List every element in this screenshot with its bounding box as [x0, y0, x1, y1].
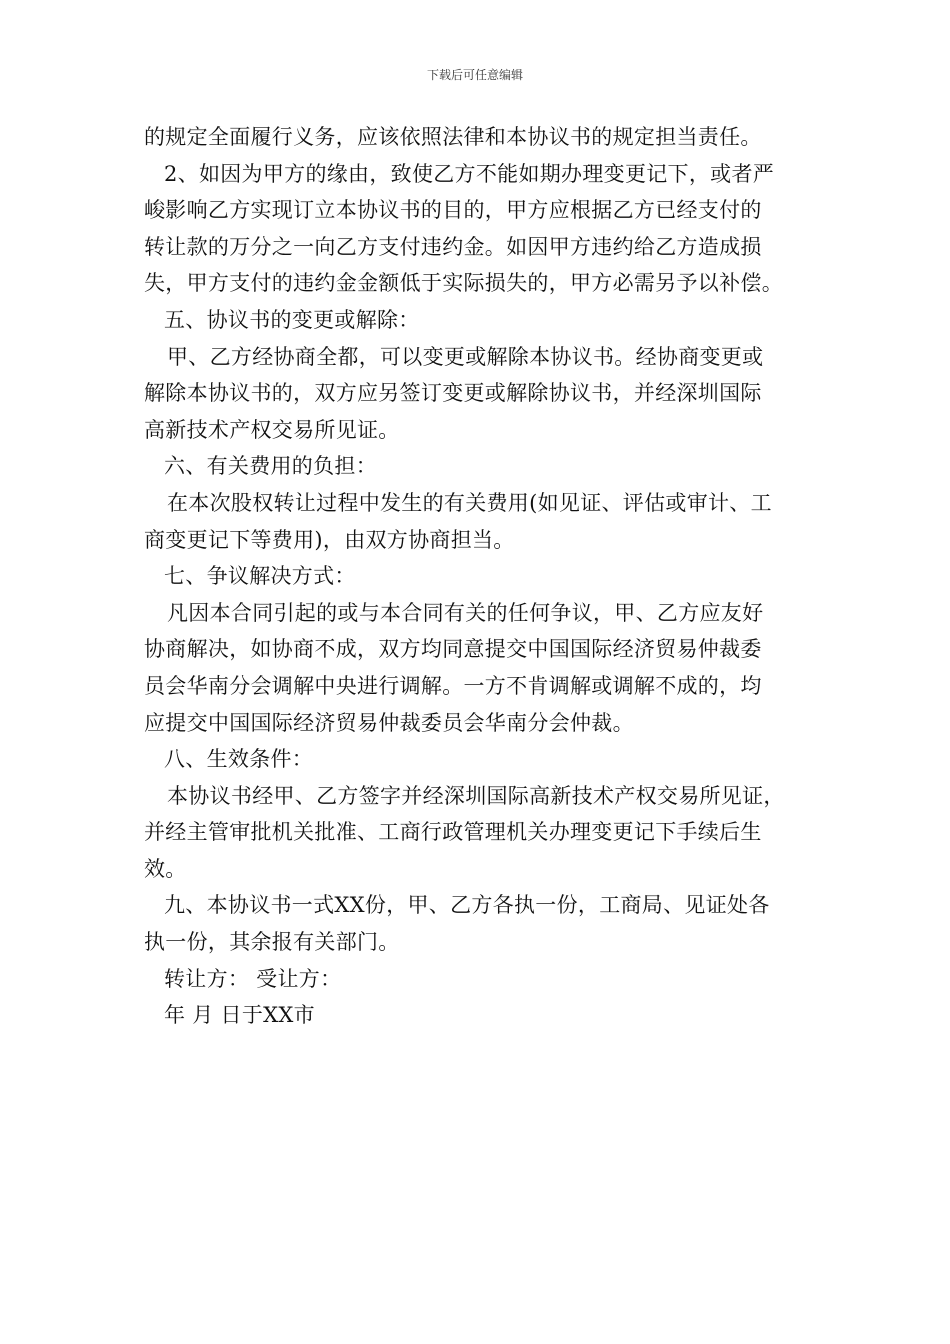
text-line: 的规定全面履行义务，应该依照法律和本协议书的规定担当责任。 — [144, 125, 762, 149]
text-line: 协商解决，如协商不成，双方均同意提交中国国际经济贸易仲裁委 — [144, 637, 762, 662]
section-heading: 七、争议解决方式： — [164, 564, 356, 589]
text-line: 员会华南分会调解中央进行调解。一方不肯调解或调解不成的，均 — [144, 673, 762, 698]
text-line: 并经主管审批机关批准、工商行政管理机关办理变更记下手续后生 — [144, 820, 762, 845]
text-line: 本协议书经甲、乙方签字并经深圳国际高新技术产权交易所见证， — [167, 783, 785, 808]
text-line: 甲、乙方经协商全都，可以变更或解除本协议书。经协商变更或 — [167, 344, 764, 369]
date-line: 年 月 日于XX市 — [164, 1003, 315, 1028]
text-line: 峻影响乙方实现订立本协议书的目的，甲方应根据乙方已经支付的 — [144, 198, 762, 223]
section-heading: 八、生效条件： — [164, 747, 314, 772]
section-heading: 五、协议书的变更或解除： — [164, 307, 420, 332]
document-body — [144, 119, 809, 1034]
text-line: 转让款的万分之一向乙方支付违约金。如因甲方违约给乙方造成损 — [144, 234, 762, 259]
text-line: 商变更记下等费用)，由双方协商担当。 — [144, 527, 515, 552]
text-line: 解除本协议书的，双方应另签订变更或解除协议书，并经深圳国际 — [144, 381, 762, 406]
text-line: 在本次股权转让过程中发生的有关费用(如见证、评估或审计、工 — [167, 490, 772, 515]
text-line: 失，甲方支付的违约金金额低于实际损失的，甲方必需另予以补偿。 — [144, 271, 783, 296]
text-line: 2、如因为甲方的缘由，致使乙方不能如期办理变更记下，或者严 — [164, 161, 775, 186]
text-line: 应提交中国国际经济贸易仲裁委员会华南分会仲裁。 — [144, 710, 634, 735]
text-line: 高新技术产权交易所见证。 — [144, 417, 400, 442]
text-line: 凡因本合同引起的或与本合同有关的任何争议，甲、乙方应友好 — [167, 600, 764, 625]
signature-line: 转让方： 受让方： — [164, 966, 342, 991]
page-header: 下载后可任意编辑 — [426, 68, 523, 82]
text-line: 效。 — [144, 856, 187, 881]
section-heading: 九、本协议书一式XX份，甲、乙方各执一份，工商局、见证处各 — [164, 893, 770, 918]
text-line: 执一份，其余报有关部门。 — [144, 930, 400, 955]
section-heading: 六、有关费用的负担： — [164, 454, 377, 479]
